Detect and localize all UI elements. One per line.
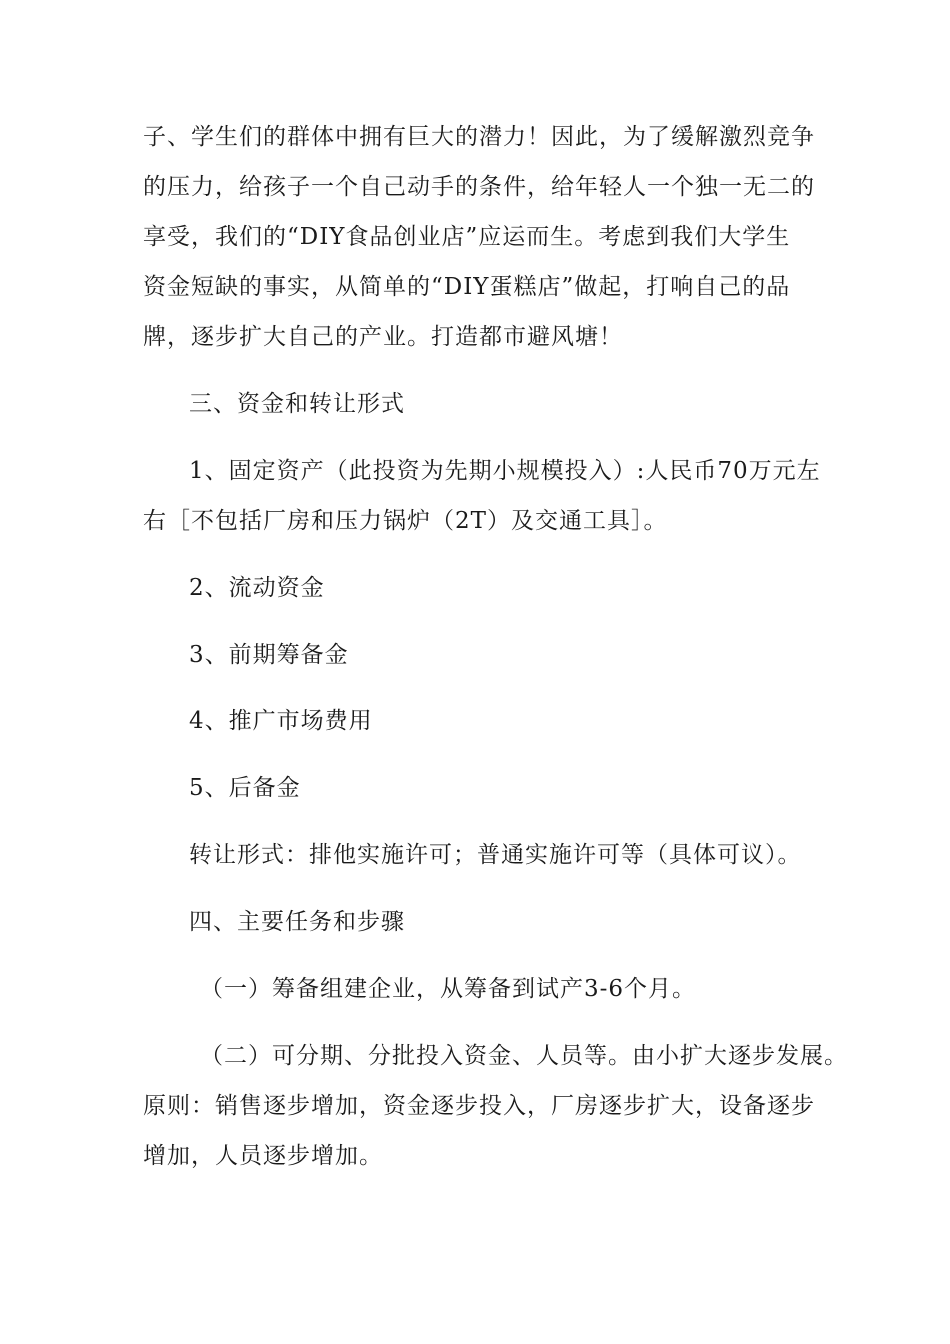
- step-2-line-3: 增加，人员逐步增加。: [143, 1143, 383, 1169]
- item-3: 3、前期筹备金: [189, 642, 349, 668]
- item-1-line-2: 右［不包括厂房和压力锅炉（2T）及交通工具］。: [143, 508, 668, 534]
- step-2-line-2: 原则：销售逐步增加，资金逐步投入，厂房逐步扩大，设备逐步: [143, 1093, 815, 1119]
- item-2: 2、流动资金: [189, 575, 325, 601]
- intro-line-2: 的压力，给孩子一个自己动手的条件，给年轻人一个独一无二的: [143, 174, 815, 200]
- intro-line-1: 子、学生们的群体中拥有巨大的潜力！因此，为了缓解激烈竞争: [143, 124, 815, 150]
- step-2-line-1: （二）可分期、分批投入资金、人员等。由小扩大逐步发展。: [200, 1043, 848, 1069]
- transfer-form: 转让形式：排他实施许可；普通实施许可等（具体可议）。: [189, 842, 802, 868]
- item-5: 5、后备金: [189, 775, 301, 801]
- section-3-heading: 三、资金和转让形式: [189, 391, 405, 417]
- step-1: （一）筹备组建企业，从筹备到试产3-6个月。: [200, 976, 697, 1002]
- item-1-line-1: 1、固定资产（此投资为先期小规模投入）:人民币70万元左: [189, 458, 821, 484]
- intro-line-3: 享受，我们的“DIY食品创业店”应运而生。考虑到我们大学生: [143, 224, 791, 250]
- intro-line-5: 牌，逐步扩大自己的产业。打造都市避风塘！: [143, 324, 623, 350]
- section-4-heading: 四、主要任务和步骤: [189, 909, 405, 935]
- intro-line-4: 资金短缺的事实，从简单的“DIY蛋糕店”做起，打响自己的品: [143, 274, 791, 300]
- item-4: 4、推广市场费用: [189, 708, 373, 734]
